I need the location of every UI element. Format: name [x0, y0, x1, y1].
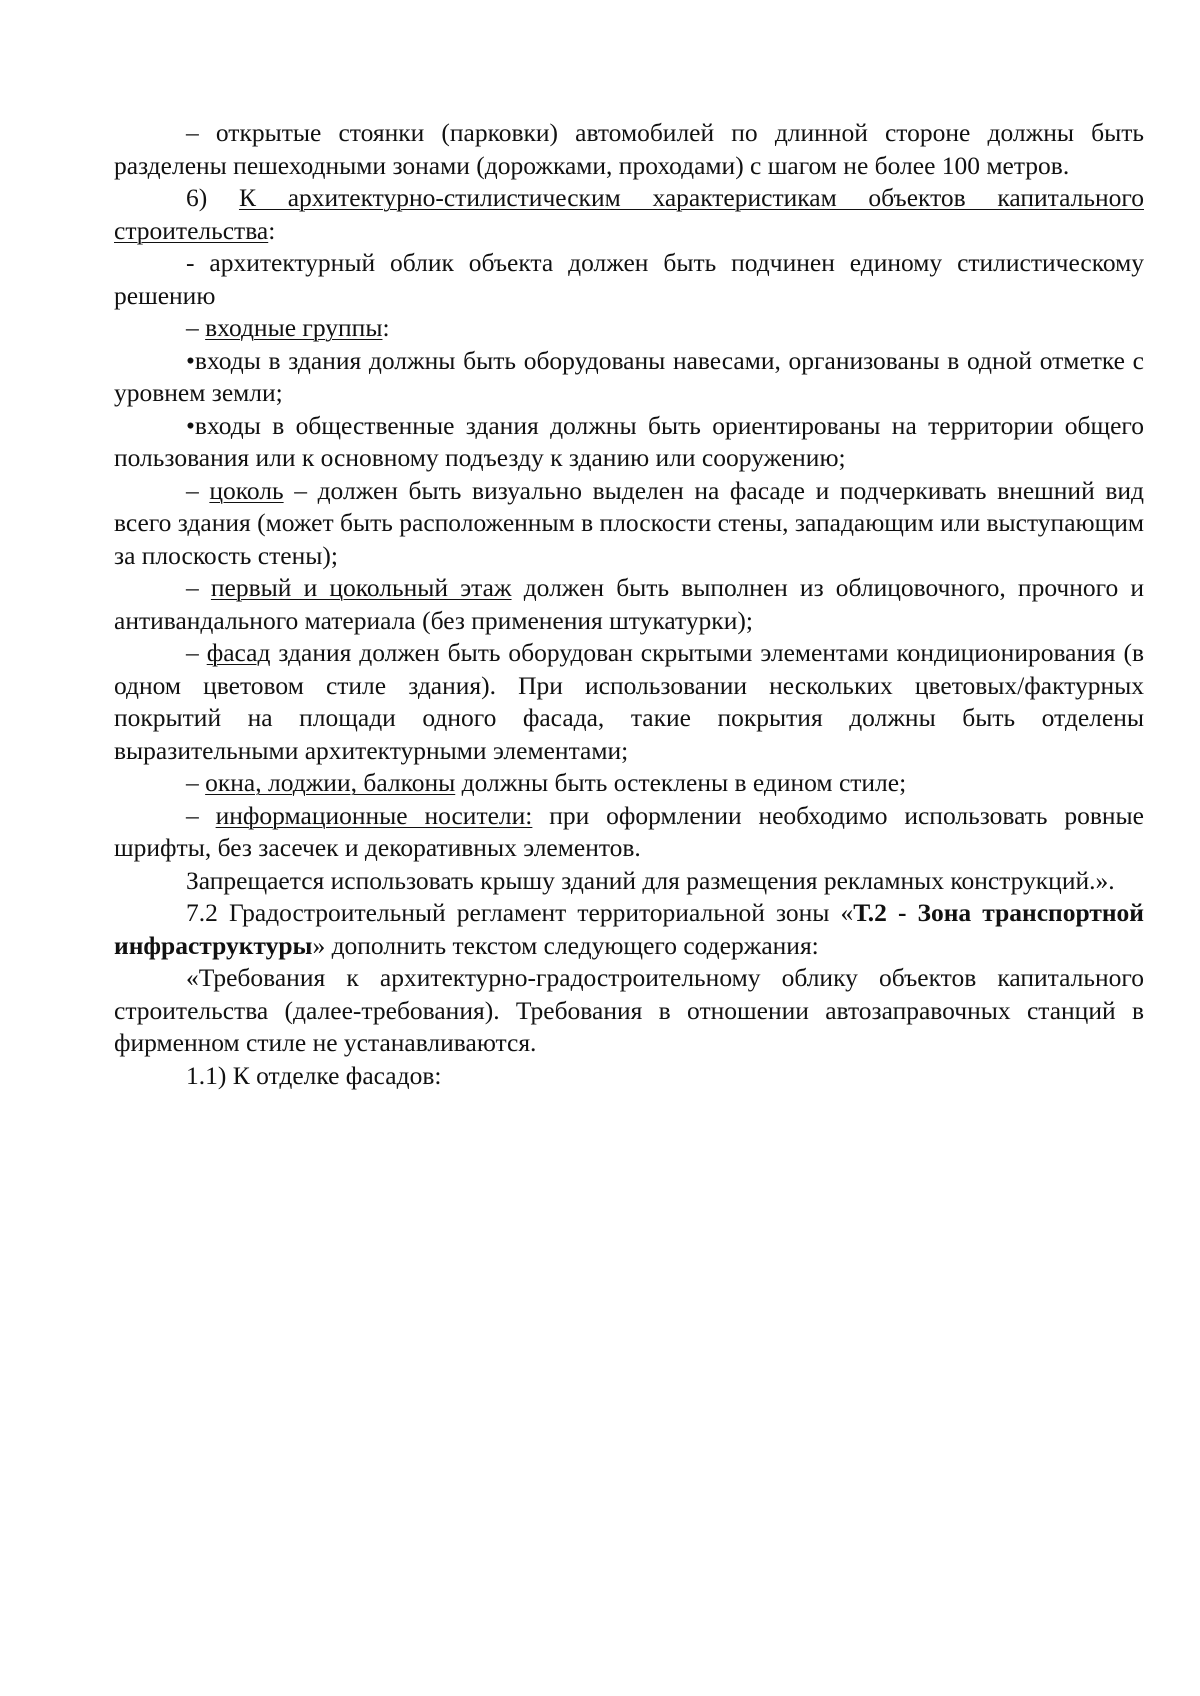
underlined-heading: К архитектурно-стилистическим характеристикам объектов капитального строительства	[114, 183, 1144, 245]
paragraph-entrance-groups: – входные группы:	[186, 313, 390, 342]
underlined-term: окна, лоджии, балконы	[205, 768, 456, 797]
paragraph-parking: – открытые стоянки (парковки) автомобилей по длинной стороне должны быть разделены пешеходными зонами (дорожками, проходами) с шагом не более 100 метров.	[114, 118, 1144, 180]
paragraph-information-carriers: – информационные носители: при оформлении необходимо использовать ровные шрифты, без засечек и декоративных элементов.	[114, 800, 1144, 862]
paragraph-plinth: – цоколь – должен быть визуально выделен на фасаде и подчеркивать внешний вид всего здания (может быть расположенным в плоскости стены, западающим или выступающим за плоскость стены);	[114, 475, 1144, 570]
document-body	[114, 117, 1144, 1092]
paragraph-windows: – окна, лоджии, балконы должны быть остеклены в едином стиле;	[186, 768, 907, 797]
underlined-term: фасад	[206, 638, 271, 667]
paragraph-facade: – фасад здания должен быть оборудован скрытыми элементами кондиционирования (в одном цветовом стиле здания). При использовании нескольких цветовых/фактурных покрытий на площади одного фасада, такие покрытия должны быть отделены выразительными архитектурными элементами;	[114, 638, 1145, 765]
paragraph-ground-floor: – первый и цокольный этаж должен быть выполнен из облицовочного, прочного и антивандального материала (без применения штукатурки);	[114, 573, 1145, 635]
paragraph-architectural-appearance: - архитектурный облик объекта должен быть подчинен единому стилистическому решению	[114, 248, 1144, 310]
underlined-term: входные группы	[205, 313, 383, 342]
paragraph-architectural-heading: 6) К архитектурно-стилистическим характеристикам объектов капитального строительства:	[114, 183, 1144, 245]
underlined-term: первый и цокольный этаж	[210, 573, 512, 602]
paragraph-requirements: «Требования к архитектурно-градостроительному облику объектов капитального строительства (далее-требования). Требования в отношении автозаправочных станций в фирменном стиле не устанавливаются.	[114, 963, 1144, 1057]
underlined-term: цоколь	[209, 475, 284, 505]
underlined-term: информационные носители:	[215, 800, 533, 830]
bullet-item-canopies: •входы в здания должны быть оборудованы навесами, организованы в одной отметке с уровнем земли;	[114, 345, 1144, 407]
paragraph-roof-prohibition: Запрещается использовать крышу зданий для размещения рекламных конструкций.».	[186, 865, 1115, 895]
paragraph-facade-finishing: 1.1) К отделке фасадов:	[186, 1060, 442, 1090]
bullet-item-public-buildings: •входы в общественные здания должны быть ориентированы на территории общего пользования или к основному подъезду к зданию или сооружению;	[114, 410, 1144, 472]
paragraph-zone-t2: 7.2 Градостроительный регламент территориальной зоны «Т.2 - Зона транспортной инфраструктуры» дополнить текстом следующего содержания:	[114, 898, 1145, 960]
bold-zone-name: Т.2 - Зона транспортной инфраструктуры	[114, 898, 1145, 960]
